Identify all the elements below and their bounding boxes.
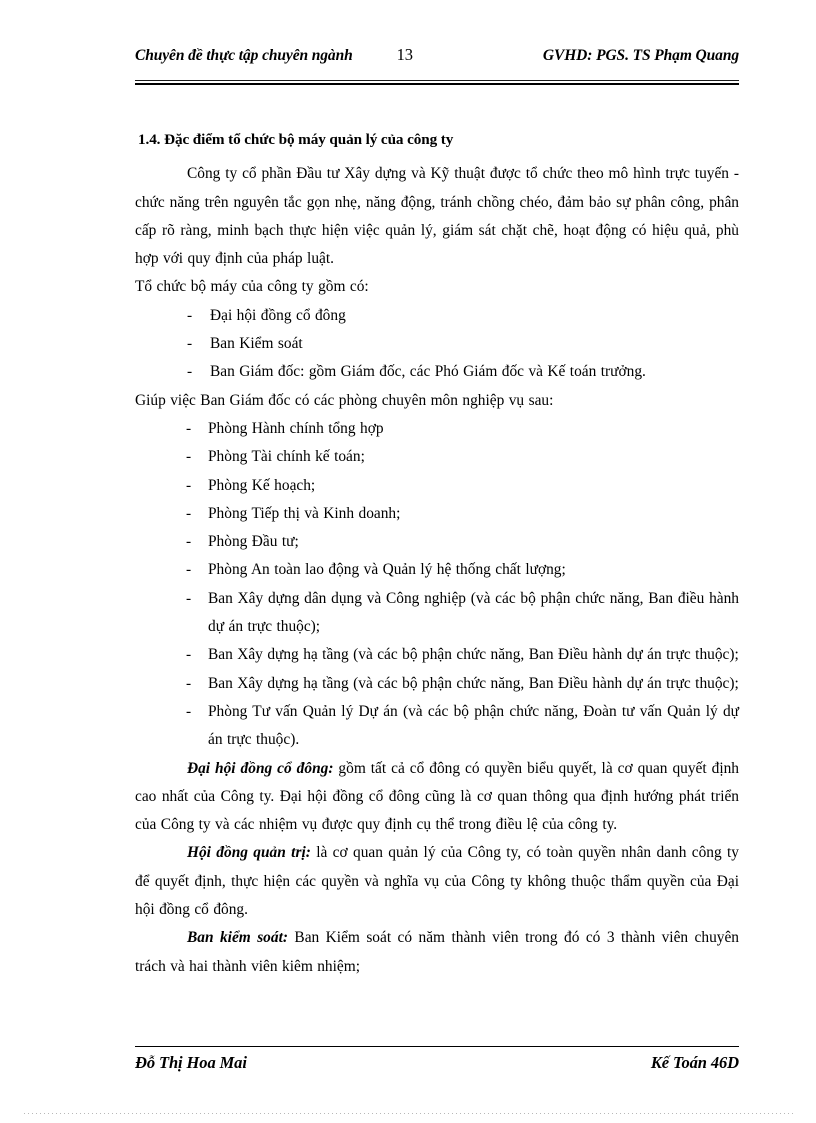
list-item-label: Phòng Hành chính tổng hợp — [208, 419, 384, 437]
intro-paragraph: Công ty cổ phần Đầu tư Xây dựng và Kỹ thuật được tổ chức theo mô hình trực tuyến - chức năng trên nguyên tắc gọn nhẹ, năng động, tránh chồng chéo, đảm bảo sự phân công, phân cấp rõ ràng, minh bạch thực hiện việc quản lý, giám sát chặt chẽ, hoạt động có hiệu quả, phù hợp với quy định của pháp luật. — [135, 165, 739, 268]
dash-bullet-icon: - — [187, 335, 193, 353]
list-item — [135, 415, 739, 443]
header-right-supervisor: GVHD: PGS. TS Phạm Quang — [542, 47, 739, 64]
dash-bullet-icon: - — [186, 702, 192, 720]
section-heading: 1.4. Đặc điểm tổ chức bộ máy quản lý của công ty — [138, 131, 454, 148]
list-item — [135, 302, 739, 330]
definition-text: Ban Kiểm soát có năm thành viên trong đó có 3 thành viên chuyên trách và hai thành viên kiêm nhiệm; — [135, 929, 739, 975]
header-divider-rule — [135, 80, 739, 85]
dash-bullet-icon: - — [187, 306, 193, 324]
dash-bullet-icon: - — [186, 674, 192, 692]
departments-lead: Giúp việc Ban Giám đốc có các phòng chuyên môn nghiệp vụ sau: — [135, 391, 554, 409]
dash-bullet-icon: - — [186, 646, 192, 664]
definition-paragraph — [135, 755, 739, 840]
structure-lead: Tổ chức bộ máy của công ty gồm có: — [135, 278, 369, 296]
list-item-label: Ban Xây dựng hạ tầng (và các bộ phận chức năng, Ban Điều hành dự án trực thuộc); — [208, 674, 739, 692]
page-header — [135, 45, 739, 75]
dash-bullet-icon: - — [186, 476, 192, 494]
definition-term: Đại hội đồng cổ đông: — [187, 759, 334, 777]
header-rule-thick — [135, 83, 739, 85]
list-item — [135, 443, 739, 471]
header-left-title: Chuyên đề thực tập chuyên ngành — [135, 47, 353, 64]
dash-bullet-icon: - — [186, 589, 192, 607]
list-item — [135, 585, 739, 642]
list-item — [135, 472, 739, 500]
list-item — [135, 641, 739, 669]
list-item-label: Ban Xây dựng hạ tầng (và các bộ phận chức năng, Ban Điều hành dự án trực thuộc); — [208, 646, 739, 664]
list-item-label: Ban Giám đốc: gồm Giám đốc, các Phó Giám đốc và Kế toán trưởng. — [210, 363, 646, 381]
page-footer — [135, 1053, 739, 1073]
list-item-label: Ban Kiểm soát — [210, 335, 303, 353]
list-item — [135, 556, 739, 584]
list-item — [135, 670, 739, 698]
list-item — [135, 500, 739, 528]
list-item-label: Phòng Kế hoạch; — [208, 476, 316, 494]
list-item-label: Đại hội đồng cổ đông — [210, 306, 346, 324]
dash-bullet-icon: - — [186, 561, 192, 579]
definition-text: là cơ quan quản lý của Công ty, có toàn quyền nhân danh công ty để quyết định, thực hiện các quyền và nghĩa vụ của Công ty không thuộc thẩm quyền của Đại hội đồng cổ đông. — [135, 844, 739, 919]
dash-bullet-icon: - — [186, 533, 192, 551]
header-rule-thin — [135, 80, 739, 81]
scan-edge-artifact — [24, 1113, 796, 1114]
list-item-label: Ban Xây dựng dân dụng và Công nghiệp (và các bộ phận chức năng, Ban điều hành dự án trực thuộc); — [208, 589, 739, 636]
list-item — [135, 528, 739, 556]
footer-divider-rule — [135, 1046, 739, 1047]
structure-list — [135, 302, 739, 387]
footer-class-name: Kế Toán 46D — [650, 1053, 739, 1072]
definition-term: Hội đồng quản trị: — [187, 844, 311, 862]
page-body — [135, 126, 739, 981]
dash-bullet-icon: - — [186, 504, 192, 522]
dash-bullet-icon: - — [186, 448, 192, 466]
footer-author-name: Đỗ Thị Hoa Mai — [135, 1053, 247, 1072]
dash-bullet-icon: - — [186, 419, 192, 437]
department-list — [135, 415, 739, 755]
list-item — [135, 698, 739, 755]
list-item — [135, 358, 739, 386]
page-number: 13 — [396, 45, 413, 64]
list-item-label: Phòng Tiếp thị và Kinh doanh; — [208, 504, 401, 522]
list-item-label: Phòng An toàn lao động và Quản lý hệ thống chất lượng; — [208, 561, 566, 579]
definition-text: gồm tất cả cổ đông có quyền biểu quyết, là cơ quan quyết định cao nhất của Công ty. Đại hội đồng cổ đông cũng là cơ quan thông qua định hướng phát triển của Công ty và các nhiệm vụ được quy định cụ thể trong điều lệ của công ty. — [135, 759, 739, 834]
definition-paragraph — [135, 924, 739, 981]
list-item-label: Phòng Tư vấn Quản lý Dự án (và các bộ phận chức năng, Đoàn tư vấn Quản lý dự án trực thuộc). — [208, 702, 739, 749]
list-item-label: Phòng Tài chính kế toán; — [208, 448, 365, 466]
list-item — [135, 330, 739, 358]
definition-paragraph — [135, 839, 739, 924]
list-item-label: Phòng Đầu tư; — [208, 533, 299, 551]
dash-bullet-icon: - — [187, 363, 193, 381]
definition-term: Ban kiểm soát: — [187, 929, 288, 947]
